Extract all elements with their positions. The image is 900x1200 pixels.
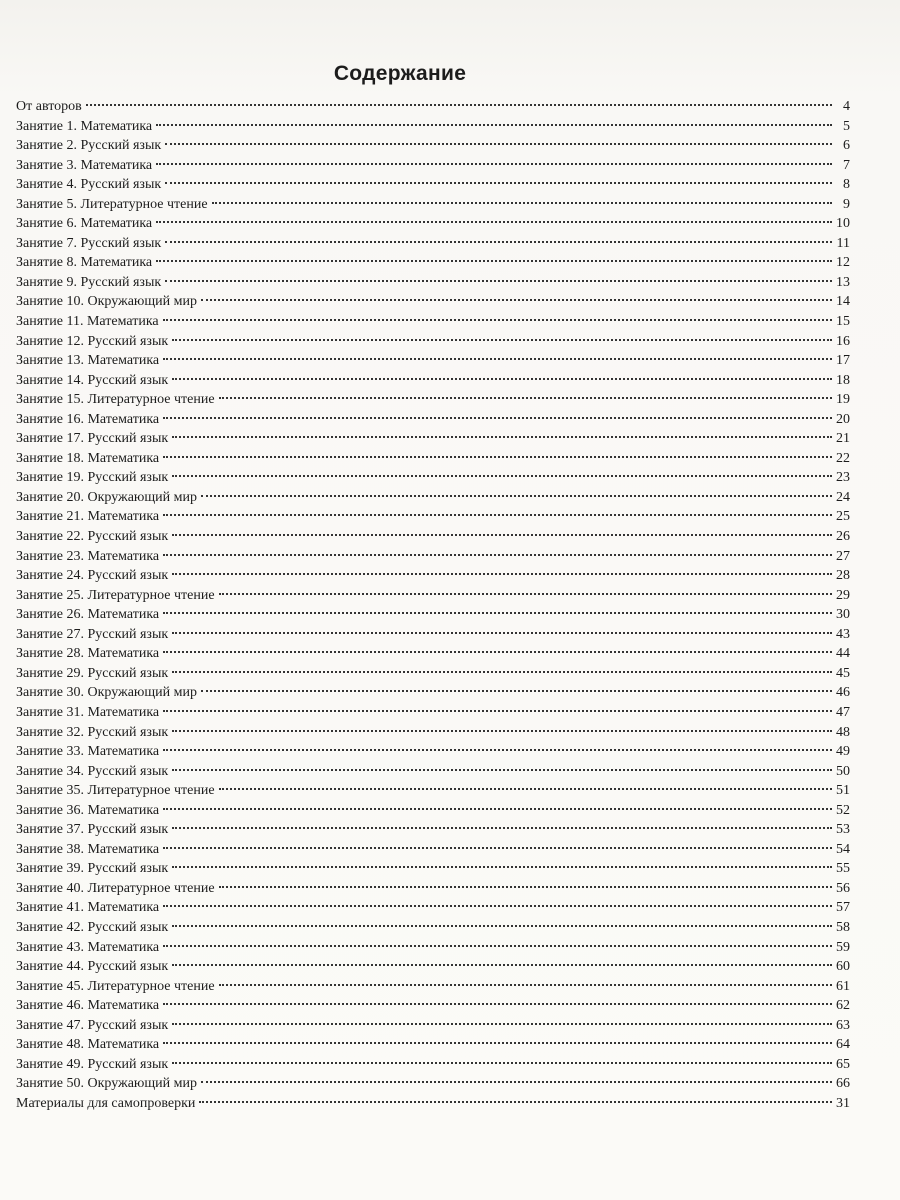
toc-entry — [16, 977, 850, 997]
toc-dot-leader — [163, 808, 832, 810]
toc-entry — [16, 1055, 850, 1075]
toc-entry-label: Занятие 30. Окружающий мир — [16, 685, 197, 701]
toc-entry-page-number: 66 — [836, 1076, 850, 1092]
toc-entry-label: Занятие 33. Математика — [16, 744, 160, 760]
toc-entry-page-number: 19 — [836, 392, 850, 408]
toc-dot-leader — [163, 554, 832, 556]
toc-dot-leader — [163, 749, 832, 751]
toc-entry — [16, 840, 850, 860]
toc-dot-leader — [219, 886, 832, 888]
toc-entry — [16, 273, 850, 293]
toc-entry — [16, 488, 850, 508]
toc-entry-label: Занятие 20. Окружающий мир — [16, 489, 197, 505]
toc-dot-leader — [219, 593, 832, 595]
toc-entry-page-number: 30 — [836, 607, 850, 623]
toc-entry-label: Занятие 39. Русский язык — [16, 861, 169, 877]
toc-entry-page-number: 52 — [836, 802, 850, 818]
toc-entry-page-number: 7 — [843, 157, 850, 173]
toc-entry — [16, 996, 850, 1016]
toc-entry — [16, 195, 850, 215]
toc-entry-label: Занятие 12. Русский язык — [16, 333, 169, 349]
toc-entry-page-number: 6 — [843, 138, 850, 154]
toc-dot-leader — [201, 1081, 832, 1083]
toc-entry-label: Занятие 26. Математика — [16, 607, 160, 623]
toc-entry-label: Занятие 28. Математика — [16, 646, 160, 662]
toc-entry-page-number: 60 — [836, 959, 850, 975]
toc-entry — [16, 644, 850, 664]
toc-entry-page-number: 4 — [843, 99, 850, 114]
toc-entry-page-number: 23 — [836, 470, 850, 486]
toc-dot-leader — [163, 945, 832, 947]
toc-entry — [16, 390, 850, 410]
toc-entry-label: Занятие 40. Литературное чтение — [16, 880, 215, 896]
toc-entry-page-number: 43 — [836, 626, 850, 642]
toc-entry-label: Занятие 44. Русский язык — [16, 959, 169, 975]
toc-entry-page-number: 17 — [836, 353, 850, 369]
toc-entry-page-number: 25 — [836, 509, 850, 525]
toc-entry-label: Занятие 43. Математика — [16, 939, 160, 955]
toc-dot-leader — [172, 671, 832, 673]
toc-dot-leader — [165, 182, 832, 184]
toc-entry-page-number: 56 — [836, 880, 850, 896]
toc-entry — [16, 429, 850, 449]
toc-entry-label: Занятие 47. Русский язык — [16, 1017, 169, 1033]
toc-entry — [16, 1035, 850, 1055]
toc-entry-label: Материалы для самопроверки — [16, 1095, 196, 1111]
toc-entry — [16, 97, 850, 117]
toc-entry-label: Занятие 6. Математика — [16, 216, 153, 232]
toc-entry-label: Занятие 7. Русский язык — [16, 235, 162, 251]
toc-entry — [16, 507, 850, 527]
page-title — [0, 62, 800, 86]
toc-entry-label: Занятие 23. Математика — [16, 548, 160, 564]
toc-entry-label: Занятие 29. Русский язык — [16, 665, 169, 681]
toc-entry — [16, 175, 850, 195]
toc-entry-page-number: 49 — [836, 744, 850, 760]
toc-dot-leader — [163, 651, 832, 653]
toc-entry-label: Занятие 1. Математика — [16, 118, 153, 134]
toc-entry-label: Занятие 8. Математика — [16, 255, 153, 271]
toc-entry — [16, 332, 850, 352]
toc-entry-page-number: 63 — [836, 1017, 850, 1033]
toc-dot-leader — [156, 221, 832, 223]
toc-entry-label: Занятие 15. Литературное чтение — [16, 392, 215, 408]
toc-entry-page-number: 50 — [836, 763, 850, 779]
toc-entry — [16, 1074, 850, 1094]
toc-dot-leader — [163, 456, 832, 458]
toc-dot-leader — [163, 1003, 832, 1005]
page-title-text: Содержание — [333, 62, 467, 85]
toc-entry — [16, 234, 850, 254]
toc-entry-label: От авторов — [16, 99, 82, 114]
toc-entry-label: Занятие 16. Математика — [16, 411, 160, 427]
toc-entry-page-number: 26 — [836, 529, 850, 545]
toc-dot-leader — [172, 378, 832, 380]
toc-entry-page-number: 20 — [836, 411, 850, 427]
toc-entry-label: Занятие 36. Математика — [16, 802, 160, 818]
toc-entry-label: Занятие 14. Русский язык — [16, 372, 169, 388]
toc-entry-page-number: 21 — [836, 431, 850, 447]
toc-entry — [16, 605, 850, 625]
toc-entry-page-number: 12 — [836, 255, 850, 271]
toc-entry-label: Занятие 13. Математика — [16, 353, 160, 369]
toc-dot-leader — [165, 241, 832, 243]
toc-entry-page-number: 22 — [836, 450, 850, 466]
toc-entry-label: Занятие 18. Математика — [16, 450, 160, 466]
toc-entry — [16, 371, 850, 391]
toc-entry-page-number: 24 — [836, 489, 850, 505]
toc-dot-leader — [219, 788, 832, 790]
toc-entry — [16, 566, 850, 586]
toc-dot-leader — [163, 905, 832, 907]
toc-entry — [16, 117, 850, 137]
toc-entry-page-number: 64 — [836, 1037, 850, 1053]
toc-entry-page-number: 5 — [843, 118, 850, 134]
toc-dot-leader — [172, 534, 832, 536]
toc-entry — [16, 898, 850, 918]
toc-entry — [16, 136, 850, 156]
toc-entry — [16, 625, 850, 645]
toc-entry — [16, 879, 850, 899]
toc-entry-page-number: 8 — [843, 177, 850, 193]
toc-dot-leader — [156, 163, 832, 165]
toc-dot-leader — [163, 319, 832, 321]
toc-entry — [16, 820, 850, 840]
toc-entry-page-number: 47 — [836, 704, 850, 720]
toc-dot-leader — [163, 612, 832, 614]
toc-entry-page-number: 65 — [836, 1056, 850, 1072]
toc-dot-leader — [172, 339, 832, 341]
toc-entry-page-number: 28 — [836, 568, 850, 584]
toc-entry — [16, 292, 850, 312]
toc-dot-leader — [163, 847, 832, 849]
toc-entry — [16, 449, 850, 469]
toc-entry-label: Занятие 50. Окружающий мир — [16, 1076, 197, 1092]
toc-dot-leader — [172, 769, 832, 771]
toc-dot-leader — [165, 143, 832, 145]
toc-entry-label: Занятие 3. Математика — [16, 157, 153, 173]
toc-entry — [16, 214, 850, 234]
toc-dot-leader — [172, 827, 832, 829]
toc-dot-leader — [156, 124, 832, 126]
toc-dot-leader — [156, 260, 832, 262]
toc-dot-leader — [172, 632, 832, 634]
toc-entry-label: Занятие 46. Математика — [16, 998, 160, 1014]
toc-dot-leader — [172, 730, 832, 732]
toc-dot-leader — [201, 690, 832, 692]
toc-entry-label: Занятие 31. Математика — [16, 704, 160, 720]
toc-entry — [16, 1094, 850, 1114]
toc-dot-leader — [163, 710, 832, 712]
toc-entry-page-number: 31 — [836, 1095, 850, 1111]
toc-entry-label: Занятие 25. Литературное чтение — [16, 587, 215, 603]
toc-entry-page-number: 62 — [836, 998, 850, 1014]
toc-entry-label: Занятие 21. Математика — [16, 509, 160, 525]
toc-entry — [16, 468, 850, 488]
toc-entry-page-number: 9 — [843, 196, 850, 212]
toc-dot-leader — [172, 866, 832, 868]
toc-entry-page-number: 51 — [836, 783, 850, 799]
toc-entry-page-number: 55 — [836, 861, 850, 877]
toc-entry-label: Занятие 42. Русский язык — [16, 919, 169, 935]
toc-dot-leader — [212, 202, 832, 204]
toc-entry — [16, 253, 850, 273]
toc-dot-leader — [201, 495, 832, 497]
toc-entry — [16, 586, 850, 606]
toc-dot-leader — [172, 964, 832, 966]
toc-entry-label: Занятие 49. Русский язык — [16, 1056, 169, 1072]
toc-entry-page-number: 27 — [836, 548, 850, 564]
toc-entry — [16, 762, 850, 782]
toc-entry-page-number: 10 — [836, 216, 850, 232]
toc-entry — [16, 938, 850, 958]
toc-entry-page-number: 57 — [836, 900, 850, 916]
toc-entry — [16, 781, 850, 801]
toc-dot-leader — [163, 514, 832, 516]
toc-entry-label: Занятие 34. Русский язык — [16, 763, 169, 779]
toc-dot-leader — [199, 1101, 832, 1103]
toc-dot-leader — [172, 1062, 832, 1064]
toc-entry-label: Занятие 32. Русский язык — [16, 724, 169, 740]
toc-entry — [16, 527, 850, 547]
toc-entry — [16, 312, 850, 332]
toc-entry — [16, 351, 850, 371]
toc-entry — [16, 547, 850, 567]
toc-dot-leader — [163, 358, 832, 360]
toc-entry-page-number: 54 — [836, 841, 850, 857]
toc-entry — [16, 859, 850, 879]
toc-entry — [16, 664, 850, 684]
toc-entry-page-number: 13 — [836, 274, 850, 290]
toc-entry-label: Занятие 38. Математика — [16, 841, 160, 857]
toc-entry-page-number: 16 — [836, 333, 850, 349]
toc-entry-label: Занятие 22. Русский язык — [16, 529, 169, 545]
toc-entry — [16, 742, 850, 762]
toc-entry — [16, 683, 850, 703]
toc-entry-label: Занятие 41. Математика — [16, 900, 160, 916]
toc-entry-label: Занятие 24. Русский язык — [16, 568, 169, 584]
toc-dot-leader — [172, 925, 832, 927]
toc-entry-label: Занятие 5. Литературное чтение — [16, 196, 208, 212]
toc-entry-label: Занятие 17. Русский язык — [16, 431, 169, 447]
toc-dot-leader — [219, 984, 832, 986]
toc-entry-page-number: 11 — [836, 235, 850, 251]
toc-dot-leader — [165, 280, 832, 282]
toc-entry-label: Занятие 19. Русский язык — [16, 470, 169, 486]
toc-dot-leader — [172, 475, 832, 477]
toc-dot-leader — [86, 104, 832, 106]
toc-entry-page-number: 14 — [836, 294, 850, 310]
toc-dot-leader — [163, 417, 832, 419]
toc-entry — [16, 723, 850, 743]
toc-entry — [16, 703, 850, 723]
toc-dot-leader — [172, 436, 832, 438]
toc-entry-label: Занятие 4. Русский язык — [16, 177, 162, 193]
toc-entry-label: Занятие 37. Русский язык — [16, 822, 169, 838]
toc-entry-page-number: 53 — [836, 822, 850, 838]
toc-dot-leader — [172, 1023, 832, 1025]
toc-entry-page-number: 46 — [836, 685, 850, 701]
toc-entry — [16, 1016, 850, 1036]
toc-entry-page-number: 15 — [836, 314, 850, 330]
toc-dot-leader — [219, 397, 832, 399]
toc-entry — [16, 918, 850, 938]
toc-entry-label: Занятие 27. Русский язык — [16, 626, 169, 642]
toc-entry — [16, 156, 850, 176]
toc-entry-page-number: 48 — [836, 724, 850, 740]
toc-entry-label: Занятие 45. Литературное чтение — [16, 978, 215, 994]
toc-entry-page-number: 18 — [836, 372, 850, 388]
toc-entry-page-number: 61 — [836, 978, 850, 994]
toc-entry — [16, 801, 850, 821]
toc-entry-label: Занятие 9. Русский язык — [16, 274, 162, 290]
toc-dot-leader — [172, 573, 832, 575]
toc-entry-page-number: 29 — [836, 587, 850, 603]
table-of-contents — [16, 97, 850, 1113]
toc-entry-label: Занятие 2. Русский язык — [16, 138, 162, 154]
toc-entry-label: Занятие 11. Математика — [16, 314, 159, 330]
toc-dot-leader — [163, 1042, 832, 1044]
toc-entry-label: Занятие 10. Окружающий мир — [16, 294, 197, 310]
toc-entry — [16, 957, 850, 977]
toc-entry-page-number: 44 — [836, 646, 850, 662]
toc-entry-label: Занятие 35. Литературное чтение — [16, 783, 215, 799]
toc-entry-label: Занятие 48. Математика — [16, 1037, 160, 1053]
toc-entry-page-number: 45 — [836, 665, 850, 681]
toc-entry — [16, 410, 850, 430]
toc-entry-page-number: 58 — [836, 919, 850, 935]
toc-entry-page-number: 59 — [836, 939, 850, 955]
toc-dot-leader — [201, 299, 832, 301]
